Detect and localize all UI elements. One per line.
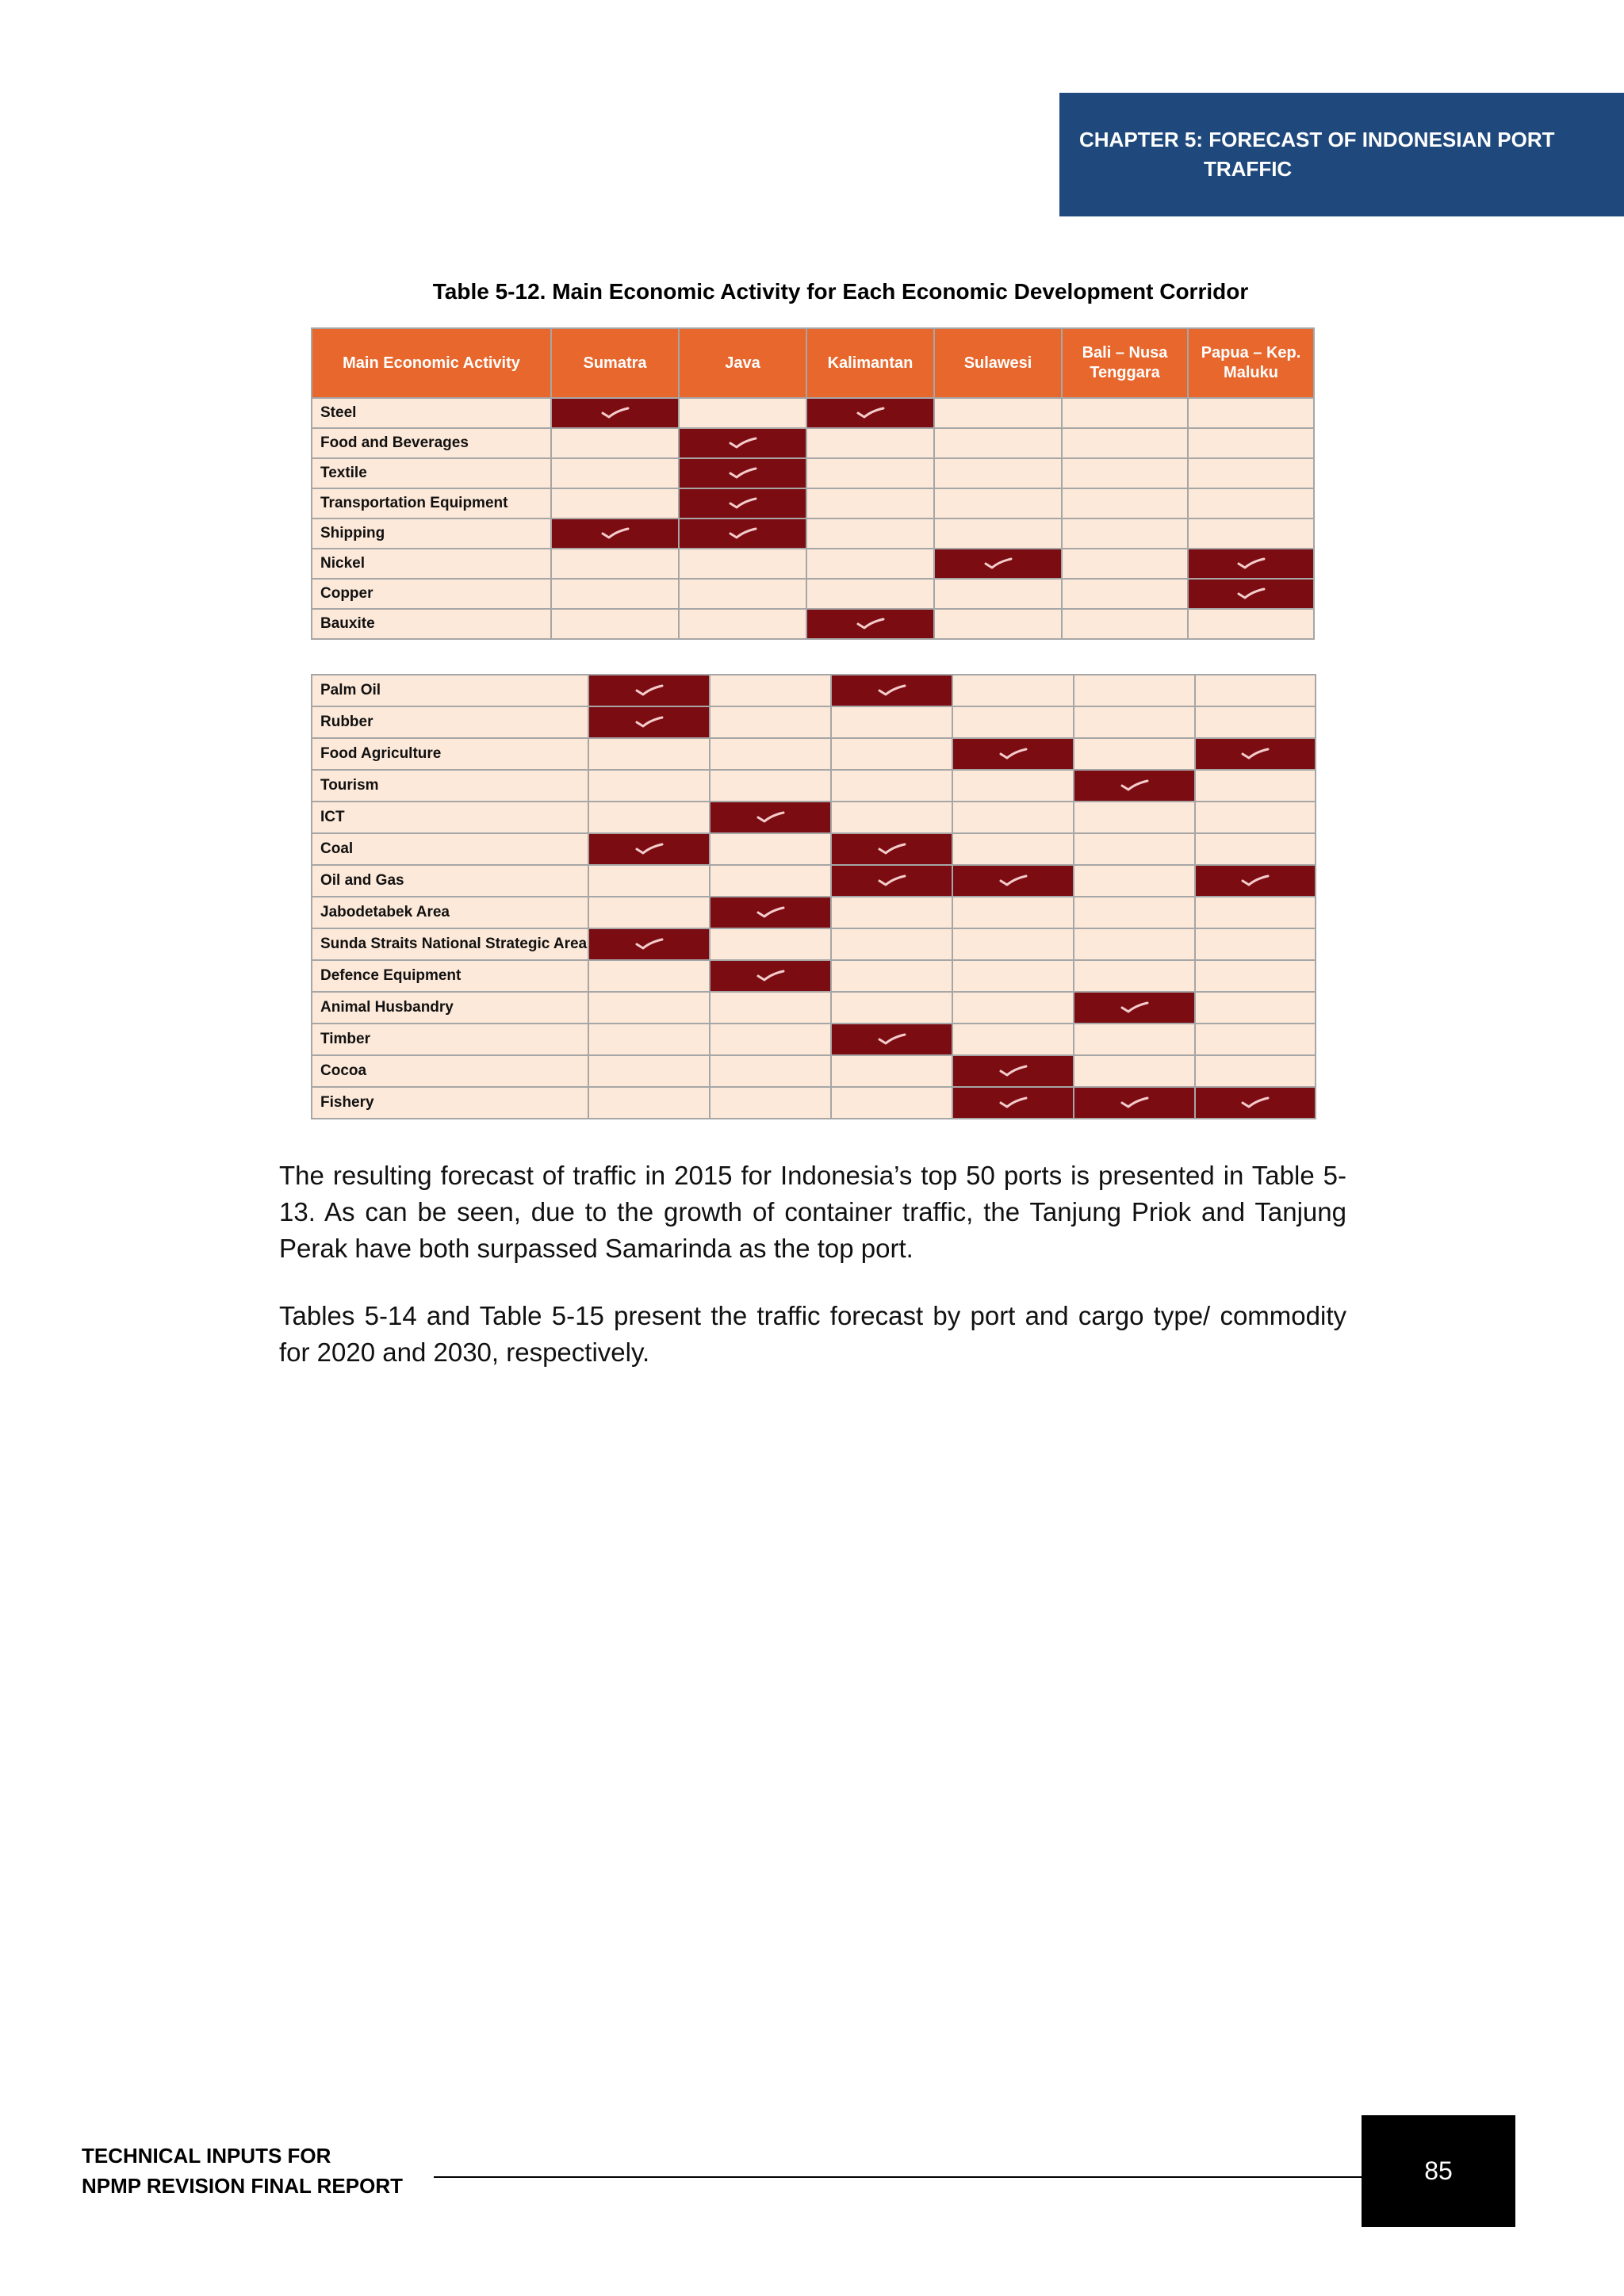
checkmark-icon: [1240, 748, 1270, 760]
corridor-cell-checked: [831, 865, 952, 897]
corridor-cell-empty: [831, 706, 952, 738]
table-row: [312, 865, 1316, 897]
column-header: Sumatra: [551, 328, 679, 398]
table-row: [312, 897, 1316, 928]
footer-line-2: NPMP REVISION FINAL REPORT: [82, 2174, 403, 2198]
corridor-cell-empty: [1195, 992, 1316, 1024]
corridor-cell-empty: [1074, 675, 1195, 706]
corridor-cell-empty: [679, 398, 806, 428]
activity-label: Steel: [312, 398, 551, 428]
corridor-cell-empty: [1074, 1055, 1195, 1087]
corridor-cell-checked: [679, 428, 806, 458]
checkmark-icon: [1236, 557, 1266, 570]
corridor-cell-empty: [710, 865, 831, 897]
corridor-cell-checked: [1195, 1087, 1316, 1119]
corridor-cell-empty: [1062, 549, 1188, 579]
corridor-cell-empty: [710, 928, 831, 960]
corridor-cell-empty: [952, 675, 1074, 706]
corridor-cell-empty: [1188, 488, 1314, 519]
corridor-cell-checked: [806, 398, 934, 428]
table-row: [312, 609, 1314, 639]
corridor-cell-empty: [1195, 833, 1316, 865]
activity-label: Food and Beverages: [312, 428, 551, 458]
corridor-cell-empty: [1195, 897, 1316, 928]
column-header: Kalimantan: [806, 328, 934, 398]
chapter-banner: [1059, 93, 1624, 216]
table-row: [312, 675, 1316, 706]
corridor-cell-empty: [934, 579, 1062, 609]
corridor-cell-empty: [588, 865, 710, 897]
corridor-cell-empty: [952, 770, 1074, 802]
corridor-cell-empty: [710, 770, 831, 802]
corridor-cell-empty: [710, 1087, 831, 1119]
corridor-cell-empty: [1188, 428, 1314, 458]
corridor-cell-checked: [952, 865, 1074, 897]
corridor-cell-empty: [952, 992, 1074, 1024]
activity-label: Copper: [312, 579, 551, 609]
corridor-cell-checked: [679, 458, 806, 488]
corridor-cell-empty: [952, 1024, 1074, 1055]
checkmark-icon: [728, 527, 758, 540]
table-row: [312, 928, 1316, 960]
corridor-cell-empty: [1074, 706, 1195, 738]
column-header: Bali – Nusa Tenggara: [1062, 328, 1188, 398]
table-row: [312, 1024, 1316, 1055]
table-row: [312, 960, 1316, 992]
checkmark-icon: [877, 684, 907, 697]
activity-label: Defence Equipment: [312, 960, 588, 992]
table-row: [312, 1087, 1316, 1119]
checkmark-icon: [998, 874, 1028, 887]
corridor-cell-empty: [588, 897, 710, 928]
corridor-cell-checked: [588, 675, 710, 706]
checkmark-icon: [1120, 1001, 1150, 1014]
column-header: Java: [679, 328, 806, 398]
corridor-cell-checked: [588, 833, 710, 865]
activity-label: Shipping: [312, 519, 551, 549]
activity-label: Cocoa: [312, 1055, 588, 1087]
corridor-cell-empty: [806, 579, 934, 609]
corridor-cell-empty: [831, 1055, 952, 1087]
corridor-cell-empty: [1062, 428, 1188, 458]
checkmark-icon: [600, 407, 630, 419]
checkmark-icon: [728, 497, 758, 510]
table-row: [312, 549, 1314, 579]
corridor-cell-empty: [952, 833, 1074, 865]
activity-label: Sunda Straits National Strategic Area: [312, 928, 588, 960]
corridor-cell-empty: [588, 738, 710, 770]
body-paragraph: Tables 5-14 and Table 5-15 present the traffic forecast by port and cargo type/ commodity for 2020 and 2030, respectively.: [279, 1301, 1346, 1367]
checkmark-icon: [1240, 1096, 1270, 1109]
table-header-row: [312, 328, 1314, 398]
corridor-cell-empty: [1062, 609, 1188, 639]
corridor-cell-empty: [1188, 458, 1314, 488]
corridor-cell-checked: [1074, 770, 1195, 802]
corridor-cell-checked: [934, 549, 1062, 579]
corridor-cell-checked: [710, 897, 831, 928]
checkmark-icon: [877, 1033, 907, 1046]
activity-label: Oil and Gas: [312, 865, 588, 897]
body-paragraph: The resulting forecast of traffic in 2015 for Indonesia’s top 50 ports is presented in Table 5-13. As can be seen, due to the growth of container traffic, the Tanjung Priok and Tanjung Perak have both surpassed Samarinda as the top port.: [279, 1161, 1346, 1263]
corridor-cell-empty: [831, 770, 952, 802]
activity-label: Coal: [312, 833, 588, 865]
corridor-cell-empty: [588, 992, 710, 1024]
corridor-cell-empty: [551, 609, 679, 639]
column-header: Main Economic Activity: [312, 328, 551, 398]
corridor-cell-checked: [831, 1024, 952, 1055]
corridor-cell-empty: [1188, 398, 1314, 428]
footer-report-title: [82, 2141, 403, 2201]
corridor-cell-empty: [1074, 738, 1195, 770]
chapter-title-line-1: CHAPTER 5: FORECAST OF INDONESIAN PORT: [1079, 128, 1555, 151]
corridor-cell-checked: [952, 1087, 1074, 1119]
corridor-cell-empty: [1062, 398, 1188, 428]
corridor-cell-empty: [831, 738, 952, 770]
corridor-cell-empty: [806, 488, 934, 519]
column-header: Papua – Kep. Maluku: [1188, 328, 1314, 398]
corridor-cell-checked: [1074, 1087, 1195, 1119]
corridor-cell-empty: [710, 738, 831, 770]
checkmark-icon: [634, 938, 665, 951]
corridor-cell-empty: [934, 519, 1062, 549]
corridor-cell-checked: [806, 609, 934, 639]
corridor-cell-checked: [831, 675, 952, 706]
corridor-cell-empty: [551, 549, 679, 579]
corridor-cell-empty: [1074, 897, 1195, 928]
checkmark-icon: [634, 684, 665, 697]
activity-label: Food Agriculture: [312, 738, 588, 770]
corridor-cell-checked: [551, 519, 679, 549]
corridor-cell-empty: [1074, 1024, 1195, 1055]
table-row: [312, 579, 1314, 609]
table-caption: Table 5-12. Main Economic Activity for Each Economic Development Corridor: [432, 279, 1249, 304]
corridor-cell-checked: [588, 706, 710, 738]
corridor-cell-empty: [952, 928, 1074, 960]
chapter-title-line-2: TRAFFIC: [1204, 157, 1293, 181]
corridor-cell-empty: [1074, 960, 1195, 992]
checkmark-icon: [728, 467, 758, 480]
corridor-cell-empty: [1195, 960, 1316, 992]
activity-label: Animal Husbandry: [312, 992, 588, 1024]
corridor-cell-empty: [1074, 802, 1195, 833]
corridor-cell-empty: [1188, 609, 1314, 639]
activity-label: Palm Oil: [312, 675, 588, 706]
corridor-cell-empty: [1074, 865, 1195, 897]
corridor-cell-checked: [831, 833, 952, 865]
table-row: [312, 992, 1316, 1024]
activity-label: Fishery: [312, 1087, 588, 1119]
corridor-cell-empty: [934, 428, 1062, 458]
checkmark-icon: [877, 874, 907, 887]
corridor-cell-empty: [952, 802, 1074, 833]
corridor-cell-empty: [1195, 802, 1316, 833]
corridor-cell-checked: [710, 960, 831, 992]
corridor-cell-checked: [710, 802, 831, 833]
corridor-cell-empty: [679, 549, 806, 579]
checkmark-icon: [983, 557, 1013, 570]
corridor-cell-empty: [551, 488, 679, 519]
corridor-cell-empty: [588, 1087, 710, 1119]
activity-label: Textile: [312, 458, 551, 488]
checkmark-icon: [1240, 874, 1270, 887]
table-row: [312, 706, 1316, 738]
corridor-cell-checked: [952, 738, 1074, 770]
checkmark-icon: [756, 811, 786, 824]
checkmark-icon: [634, 843, 665, 855]
corridor-cell-empty: [1195, 928, 1316, 960]
economic-activity-table-part-2: [311, 674, 1316, 1119]
checkmark-icon: [856, 407, 886, 419]
corridor-cell-empty: [588, 770, 710, 802]
corridor-cell-empty: [588, 1024, 710, 1055]
checkmark-icon: [600, 527, 630, 540]
corridor-cell-empty: [1062, 458, 1188, 488]
checkmark-icon: [998, 1065, 1028, 1077]
checkmark-icon: [1120, 779, 1150, 792]
column-header: Sulawesi: [934, 328, 1062, 398]
corridor-cell-empty: [1062, 519, 1188, 549]
corridor-cell-empty: [1195, 1024, 1316, 1055]
corridor-cell-empty: [710, 833, 831, 865]
corridor-cell-empty: [934, 458, 1062, 488]
corridor-cell-empty: [806, 549, 934, 579]
corridor-cell-checked: [1074, 992, 1195, 1024]
corridor-cell-empty: [831, 960, 952, 992]
corridor-cell-empty: [588, 802, 710, 833]
table-row: [312, 398, 1314, 428]
table-row: [312, 519, 1314, 549]
corridor-cell-empty: [806, 458, 934, 488]
table-row: [312, 833, 1316, 865]
corridor-cell-empty: [934, 609, 1062, 639]
corridor-cell-empty: [831, 802, 952, 833]
checkmark-icon: [998, 748, 1028, 760]
corridor-cell-empty: [952, 706, 1074, 738]
corridor-cell-empty: [1062, 579, 1188, 609]
corridor-cell-empty: [710, 675, 831, 706]
checkmark-icon: [877, 843, 907, 855]
corridor-cell-empty: [710, 1055, 831, 1087]
corridor-cell-empty: [831, 897, 952, 928]
corridor-cell-empty: [1195, 1055, 1316, 1087]
footer-divider: [434, 2176, 1362, 2178]
corridor-cell-checked: [588, 928, 710, 960]
table-row: [312, 1055, 1316, 1087]
corridor-cell-checked: [679, 519, 806, 549]
corridor-cell-empty: [806, 428, 934, 458]
checkmark-icon: [1236, 587, 1266, 600]
activity-label: Bauxite: [312, 609, 551, 639]
corridor-cell-empty: [831, 1087, 952, 1119]
corridor-cell-checked: [1195, 865, 1316, 897]
activity-label: ICT: [312, 802, 588, 833]
corridor-cell-checked: [1188, 579, 1314, 609]
corridor-cell-empty: [1074, 928, 1195, 960]
corridor-cell-checked: [952, 1055, 1074, 1087]
activity-label: Rubber: [312, 706, 588, 738]
activity-label: Jabodetabek Area: [312, 897, 588, 928]
activity-label: Nickel: [312, 549, 551, 579]
checkmark-icon: [856, 618, 886, 630]
corridor-cell-empty: [679, 609, 806, 639]
corridor-cell-empty: [588, 1055, 710, 1087]
corridor-cell-checked: [1188, 549, 1314, 579]
checkmark-icon: [756, 906, 786, 919]
activity-label: Timber: [312, 1024, 588, 1055]
table-row: [312, 458, 1314, 488]
page-number: 85: [1362, 2115, 1515, 2227]
corridor-cell-empty: [934, 488, 1062, 519]
corridor-cell-empty: [831, 992, 952, 1024]
corridor-cell-empty: [952, 897, 1074, 928]
corridor-cell-empty: [1195, 706, 1316, 738]
corridor-cell-empty: [551, 579, 679, 609]
corridor-cell-empty: [1195, 770, 1316, 802]
corridor-cell-empty: [710, 992, 831, 1024]
corridor-cell-checked: [551, 398, 679, 428]
corridor-cell-empty: [1188, 519, 1314, 549]
corridor-cell-empty: [934, 398, 1062, 428]
checkmark-icon: [998, 1096, 1028, 1109]
corridor-cell-empty: [806, 519, 934, 549]
table-row: [312, 770, 1316, 802]
corridor-cell-empty: [679, 579, 806, 609]
corridor-cell-empty: [831, 928, 952, 960]
corridor-cell-empty: [551, 428, 679, 458]
footer-line-1: TECHNICAL INPUTS FOR: [82, 2144, 331, 2168]
corridor-cell-checked: [679, 488, 806, 519]
checkmark-icon: [1120, 1096, 1150, 1109]
activity-label: Tourism: [312, 770, 588, 802]
table-row: [312, 428, 1314, 458]
corridor-cell-empty: [710, 706, 831, 738]
corridor-cell-empty: [588, 960, 710, 992]
activity-label: Transportation Equipment: [312, 488, 551, 519]
corridor-cell-checked: [1195, 738, 1316, 770]
corridor-cell-empty: [1062, 488, 1188, 519]
economic-activity-table-part-1: [311, 327, 1315, 640]
corridor-cell-empty: [952, 960, 1074, 992]
table-row: [312, 802, 1316, 833]
checkmark-icon: [756, 970, 786, 982]
corridor-cell-empty: [551, 458, 679, 488]
checkmark-icon: [728, 437, 758, 450]
corridor-cell-empty: [1195, 675, 1316, 706]
checkmark-icon: [634, 716, 665, 729]
corridor-cell-empty: [1074, 833, 1195, 865]
corridor-cell-empty: [710, 1024, 831, 1055]
table-row: [312, 738, 1316, 770]
table-row: [312, 488, 1314, 519]
